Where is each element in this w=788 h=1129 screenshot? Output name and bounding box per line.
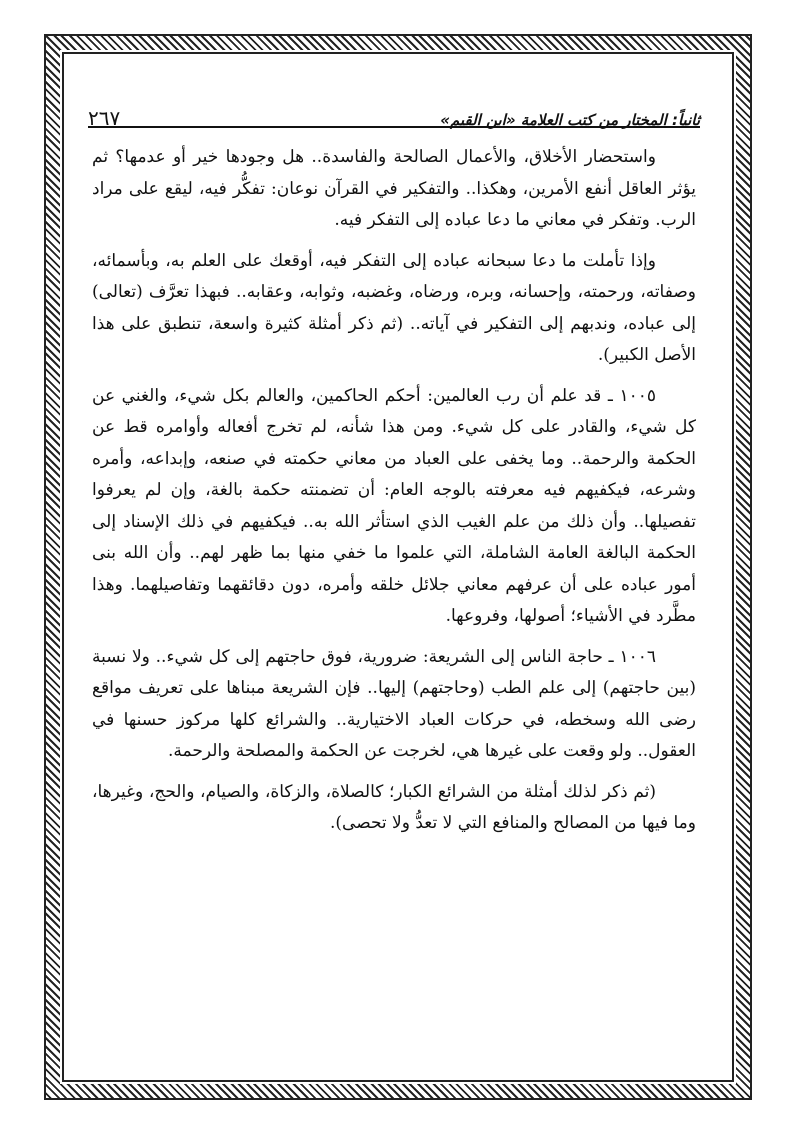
running-head: ثانياً: المختار من كتب العلامة «ابن القيم» xyxy=(440,111,700,129)
header-rule xyxy=(88,126,700,128)
paragraph: واستحضار الأخلاق، والأعمال الصالحة والفاسدة.. هل وجودها خير أو عدمها؟ ثم يؤثر العاقل أنفع الأمرين، وهكذا.. والتفكير في القرآن نوعان: تفكُّر فيه، ليقع على مراد الرب. وتفكر في معاني ما دعا عباده إلى التفكر فيه. xyxy=(92,147,696,230)
paragraph: (ثم ذكر لذلك أمثلة من الشرائع الكبار؛ كالصلاة، والزكاة، والصيام، والحج، وغيرها، وما فيها من المصالح والمنافع التي لا تعدُّ ولا تحصى). xyxy=(92,781,696,833)
paragraph: ١٠٠٦ ـ حاجة الناس إلى الشريعة: ضرورية، فوق حاجتهم إلى كل شيء.. ولا نسبة (بين حاجتهم) إلى علم الطب (وحاجتهم) إليها.. فإن الشريعة مبناها على تعريف مواقع رضى الله وسخطه، في حركات العباد الاختيارية.. والشرائع كلها مركوز حسنها في العقول.. ولو وقعت على غيرها هي، لخرجت عن الحكمة والمصلحة والرحمة. xyxy=(92,646,696,761)
page-number: ٢٦٧ xyxy=(88,106,121,130)
page-header xyxy=(88,88,700,128)
page-body xyxy=(92,142,696,849)
paragraph: ١٠٠٥ ـ قد علم أن رب العالمين: أحكم الحاكمين، والعالم بكل شيء، والغني عن كل شيء، والقادر على كل شيء. ومن هذا شأنه، لم تخرج أفعاله وأوامره قط عن الحكمة والرحمة.. وما يخفى على العباد من معاني حكمته في صنعه، وإبداعه، وأمره وشرعه، فيكفيهم فيه معرفته بالوجه العام: أن تضمنته حكمة بالغة، وإن لم يعرفوا تفصيلها.. وأن ذلك من علم الغيب الذي استأثر الله به.. فيكفيهم في ذلك الإسناد إلى الحكمة البالغة العامة الشاملة، التي علموا ما خفي منها بما ظهر لهم.. وأن الله بنى أمور عباده على أن عرفهم معاني جلائل خلقه وأمره، دون دقائقهما وتفاصيلهما. وهذا مطَّرد في الأشياء؛ أصولها، وفروعها. xyxy=(92,385,696,626)
paragraph: وإذا تأملت ما دعا سبحانه عباده إلى التفكر فيه، أوقعك على العلم به، وبأسمائه، وصفاته، ورحمته، وإحسانه، وبره، ورضاه، وغضبه، وثوابه، وعقابه.. فبهذا تعرَّف (تعالى) إلى عباده، وندبهم إلى التفكير في آياته.. (ثم ذكر أمثلة كثيرة واسعة، تنطبق على هذا الأصل الكبير). xyxy=(92,250,696,365)
